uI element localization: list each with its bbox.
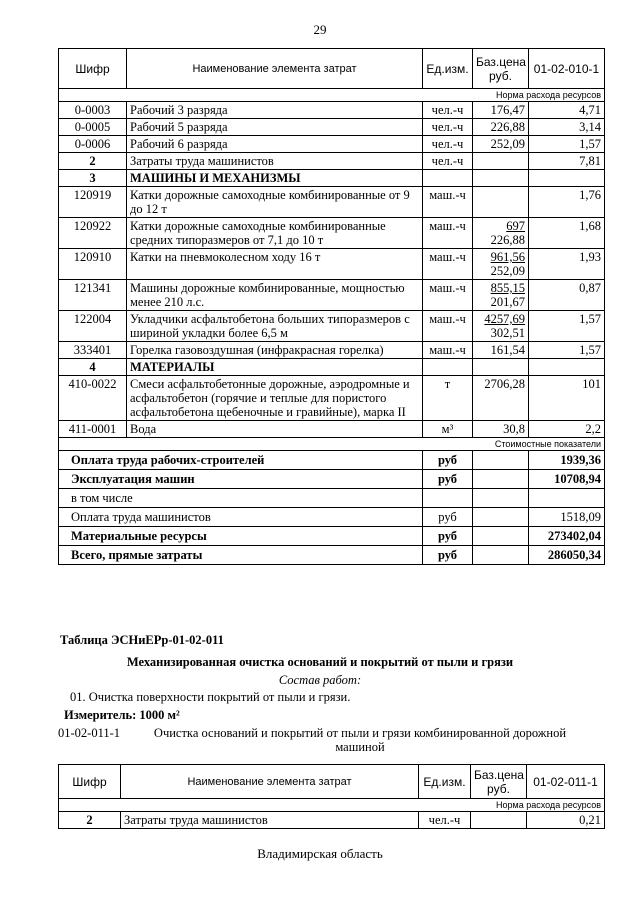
row-name: Катки дорожные самоходные комбинированные от 9 до 12 т xyxy=(127,187,423,218)
table-row xyxy=(59,421,605,438)
row-value: 1,93 xyxy=(529,249,605,280)
row-code: 2 xyxy=(59,812,121,829)
summary-unit: руб xyxy=(423,470,473,489)
row-name: Машины дорожные комбинированные, мощностью менее 210 л.с. xyxy=(127,280,423,311)
table-row xyxy=(59,376,605,421)
row-price-secondary: 226,88 xyxy=(490,233,525,247)
row-value: 4,71 xyxy=(529,102,605,119)
summary-label: Оплата труда рабочих-строителей xyxy=(59,451,423,470)
table-row xyxy=(59,119,605,136)
row-value: 101 xyxy=(529,376,605,421)
row-price xyxy=(473,187,529,218)
table-row xyxy=(59,249,605,280)
row-code: 411-0001 xyxy=(59,421,127,438)
summary-label: в том числе xyxy=(59,489,423,508)
summary-row xyxy=(59,546,605,565)
row-code: 410-0022 xyxy=(59,376,127,421)
row-unit: м³ xyxy=(423,421,473,438)
header-code: Шифр xyxy=(59,49,127,89)
resource-table-2 xyxy=(58,764,605,829)
row-price xyxy=(473,170,529,187)
resource-rows xyxy=(59,102,605,438)
row-name: Катки дорожные самоходные комбинированные средних типоразмеров от 7,1 до 10 т xyxy=(127,218,423,249)
row-name: Рабочий 6 разряда xyxy=(127,136,423,153)
table-row xyxy=(59,102,605,119)
row-price-main: 697 xyxy=(506,219,525,233)
row-value: 1,57 xyxy=(529,311,605,342)
row-price xyxy=(471,812,527,829)
row-name: Затраты труда машинистов xyxy=(121,812,419,829)
table-row xyxy=(59,218,605,249)
header-price: Баз.цена руб. xyxy=(473,49,529,89)
summary-value: 1939,36 xyxy=(529,451,605,470)
row-name: Вода xyxy=(127,421,423,438)
summary-label: Оплата труда машинистов xyxy=(59,508,423,527)
page-footer: Владимирская область xyxy=(257,846,383,861)
table2-header-price: Баз.цена руб. xyxy=(471,765,527,799)
table-row xyxy=(59,280,605,311)
row-name: МАТЕРИАЛЫ xyxy=(127,359,423,376)
summary-empty xyxy=(473,527,529,546)
row-price: 226,88 xyxy=(473,119,529,136)
row-code: 122004 xyxy=(59,311,127,342)
row-value: 1,68 xyxy=(529,218,605,249)
row-price xyxy=(473,249,529,280)
row-code: 120910 xyxy=(59,249,127,280)
row-value xyxy=(529,359,605,376)
row-value: 1,57 xyxy=(529,342,605,359)
summary-unit: руб xyxy=(423,546,473,565)
table2-item-code: 01-02-011-1 xyxy=(58,726,121,740)
row-name: Укладчики асфальтобетона больших типоразмеров с шириной укладки более 6,5 м xyxy=(127,311,423,342)
row-name: Рабочий 5 разряда xyxy=(127,119,423,136)
row-unit: чел.-ч xyxy=(419,812,471,829)
header-name: Наименование элемента затрат xyxy=(127,49,423,89)
table2-header-unit: Ед.изм. xyxy=(419,765,471,799)
table-row xyxy=(59,311,605,342)
header-unit: Ед.изм. xyxy=(423,49,473,89)
row-price: 30,8 xyxy=(473,421,529,438)
row-price: 161,54 xyxy=(473,342,529,359)
table2-measure: Измеритель: 1000 м² xyxy=(64,708,180,722)
row-unit xyxy=(423,359,473,376)
row-price: 2706,28 xyxy=(473,376,529,421)
table2-item-text: Очистка оснований и покрытий от пыли и грязи комбинированной дорожной машиной xyxy=(153,726,567,754)
row-value: 0,21 xyxy=(527,812,605,829)
row-value: 7,81 xyxy=(529,153,605,170)
row-value: 2,2 xyxy=(529,421,605,438)
summary-empty xyxy=(473,451,529,470)
summary-rows xyxy=(59,451,605,565)
summary-unit: руб xyxy=(423,527,473,546)
row-unit: чел.-ч xyxy=(423,153,473,170)
page-number: 29 xyxy=(313,22,327,37)
row-name: Катки на пневмоколесном ходу 16 т xyxy=(127,249,423,280)
row-code: 120922 xyxy=(59,218,127,249)
row-unit: чел.-ч xyxy=(423,102,473,119)
row-unit: маш.-ч xyxy=(423,187,473,218)
row-value: 0,87 xyxy=(529,280,605,311)
row-unit: чел.-ч xyxy=(423,136,473,153)
row-value: 1,76 xyxy=(529,187,605,218)
table-row xyxy=(59,342,605,359)
row-name: Горелка газовоздушная (инфракрасная горелка) xyxy=(127,342,423,359)
summary-value: 273402,04 xyxy=(529,527,605,546)
table-row xyxy=(59,812,605,829)
row-price xyxy=(473,218,529,249)
summary-unit: руб xyxy=(423,451,473,470)
summary-row xyxy=(59,451,605,470)
row-value xyxy=(529,170,605,187)
row-name: Смеси асфальтобетонные дорожные, аэродромные и асфальтобетон (горячие и теплые для пористого асфальтобетона щебеночные и гравийные), марка II xyxy=(127,376,423,421)
row-price xyxy=(473,311,529,342)
table2-subtitle: Механизированная очистка оснований и покрытий от пыли и грязи xyxy=(126,655,514,669)
cost-header: Стоимостные показатели xyxy=(59,438,605,451)
summary-unit: руб xyxy=(423,508,473,527)
table2-header-norm: 01-02-011-1 xyxy=(527,765,605,799)
summary-label: Материальные ресурсы xyxy=(59,527,423,546)
row-code: 3 xyxy=(59,170,127,187)
row-unit: чел.-ч xyxy=(423,119,473,136)
table2-title: Таблица ЭСНиЕРр-01-02-011 xyxy=(60,633,224,647)
row-code: 0-0006 xyxy=(59,136,127,153)
summary-value: 286050,34 xyxy=(529,546,605,565)
table-row xyxy=(59,170,605,187)
table-row xyxy=(59,136,605,153)
row-unit: маш.-ч xyxy=(423,218,473,249)
row-name: МАШИНЫ И МЕХАНИЗМЫ xyxy=(127,170,423,187)
row-code: 121341 xyxy=(59,280,127,311)
row-price xyxy=(473,153,529,170)
summary-empty xyxy=(473,508,529,527)
header-norm: 01-02-010-1 xyxy=(529,49,605,89)
table2-composition: Состав работ: xyxy=(278,673,362,687)
row-price-main: 4257,69 xyxy=(484,312,525,326)
row-unit: маш.-ч xyxy=(423,249,473,280)
row-name: Затраты труда машинистов xyxy=(127,153,423,170)
row-code: 0-0005 xyxy=(59,119,127,136)
row-name: Рабочий 3 разряда xyxy=(127,102,423,119)
table-row xyxy=(59,187,605,218)
summary-row xyxy=(59,489,605,508)
row-value: 1,57 xyxy=(529,136,605,153)
table2-subheader: Норма расхода ресурсов xyxy=(59,799,605,812)
row-code: 333401 xyxy=(59,342,127,359)
row-unit: маш.-ч xyxy=(423,280,473,311)
summary-row xyxy=(59,527,605,546)
table-row xyxy=(59,153,605,170)
row-code: 4 xyxy=(59,359,127,376)
summary-empty xyxy=(473,489,529,508)
summary-empty xyxy=(473,470,529,489)
summary-value: 10708,94 xyxy=(529,470,605,489)
row-price xyxy=(473,280,529,311)
summary-unit xyxy=(423,489,473,508)
row-price: 176,47 xyxy=(473,102,529,119)
row-price-secondary: 201,67 xyxy=(490,295,525,309)
row-code: 2 xyxy=(59,153,127,170)
row-code: 0-0003 xyxy=(59,102,127,119)
row-unit: маш.-ч xyxy=(423,342,473,359)
summary-row xyxy=(59,470,605,489)
summary-empty xyxy=(473,546,529,565)
summary-value xyxy=(529,489,605,508)
row-value: 3,14 xyxy=(529,119,605,136)
table2-header-name: Наименование элемента затрат xyxy=(121,765,419,799)
row-price: 252,09 xyxy=(473,136,529,153)
row-price-main: 855,15 xyxy=(490,281,525,295)
row-code: 120919 xyxy=(59,187,127,218)
row-price-main: 961,56 xyxy=(490,250,525,264)
row-price-secondary: 252,09 xyxy=(490,264,525,278)
resource-table xyxy=(58,48,605,565)
row-unit xyxy=(423,170,473,187)
summary-label: Эксплуатация машин xyxy=(59,470,423,489)
row-unit: т xyxy=(423,376,473,421)
table-row xyxy=(59,359,605,376)
summary-value: 1518,09 xyxy=(529,508,605,527)
row-unit: маш.-ч xyxy=(423,311,473,342)
summary-label: Всего, прямые затраты xyxy=(59,546,423,565)
subheader: Норма расхода ресурсов xyxy=(59,89,605,102)
summary-row xyxy=(59,508,605,527)
table2-header-code: Шифр xyxy=(59,765,121,799)
row-price xyxy=(473,359,529,376)
table2-work-item: 01. Очистка поверхности покрытий от пыли и грязи. xyxy=(70,690,351,704)
row-price-secondary: 302,51 xyxy=(490,326,525,340)
